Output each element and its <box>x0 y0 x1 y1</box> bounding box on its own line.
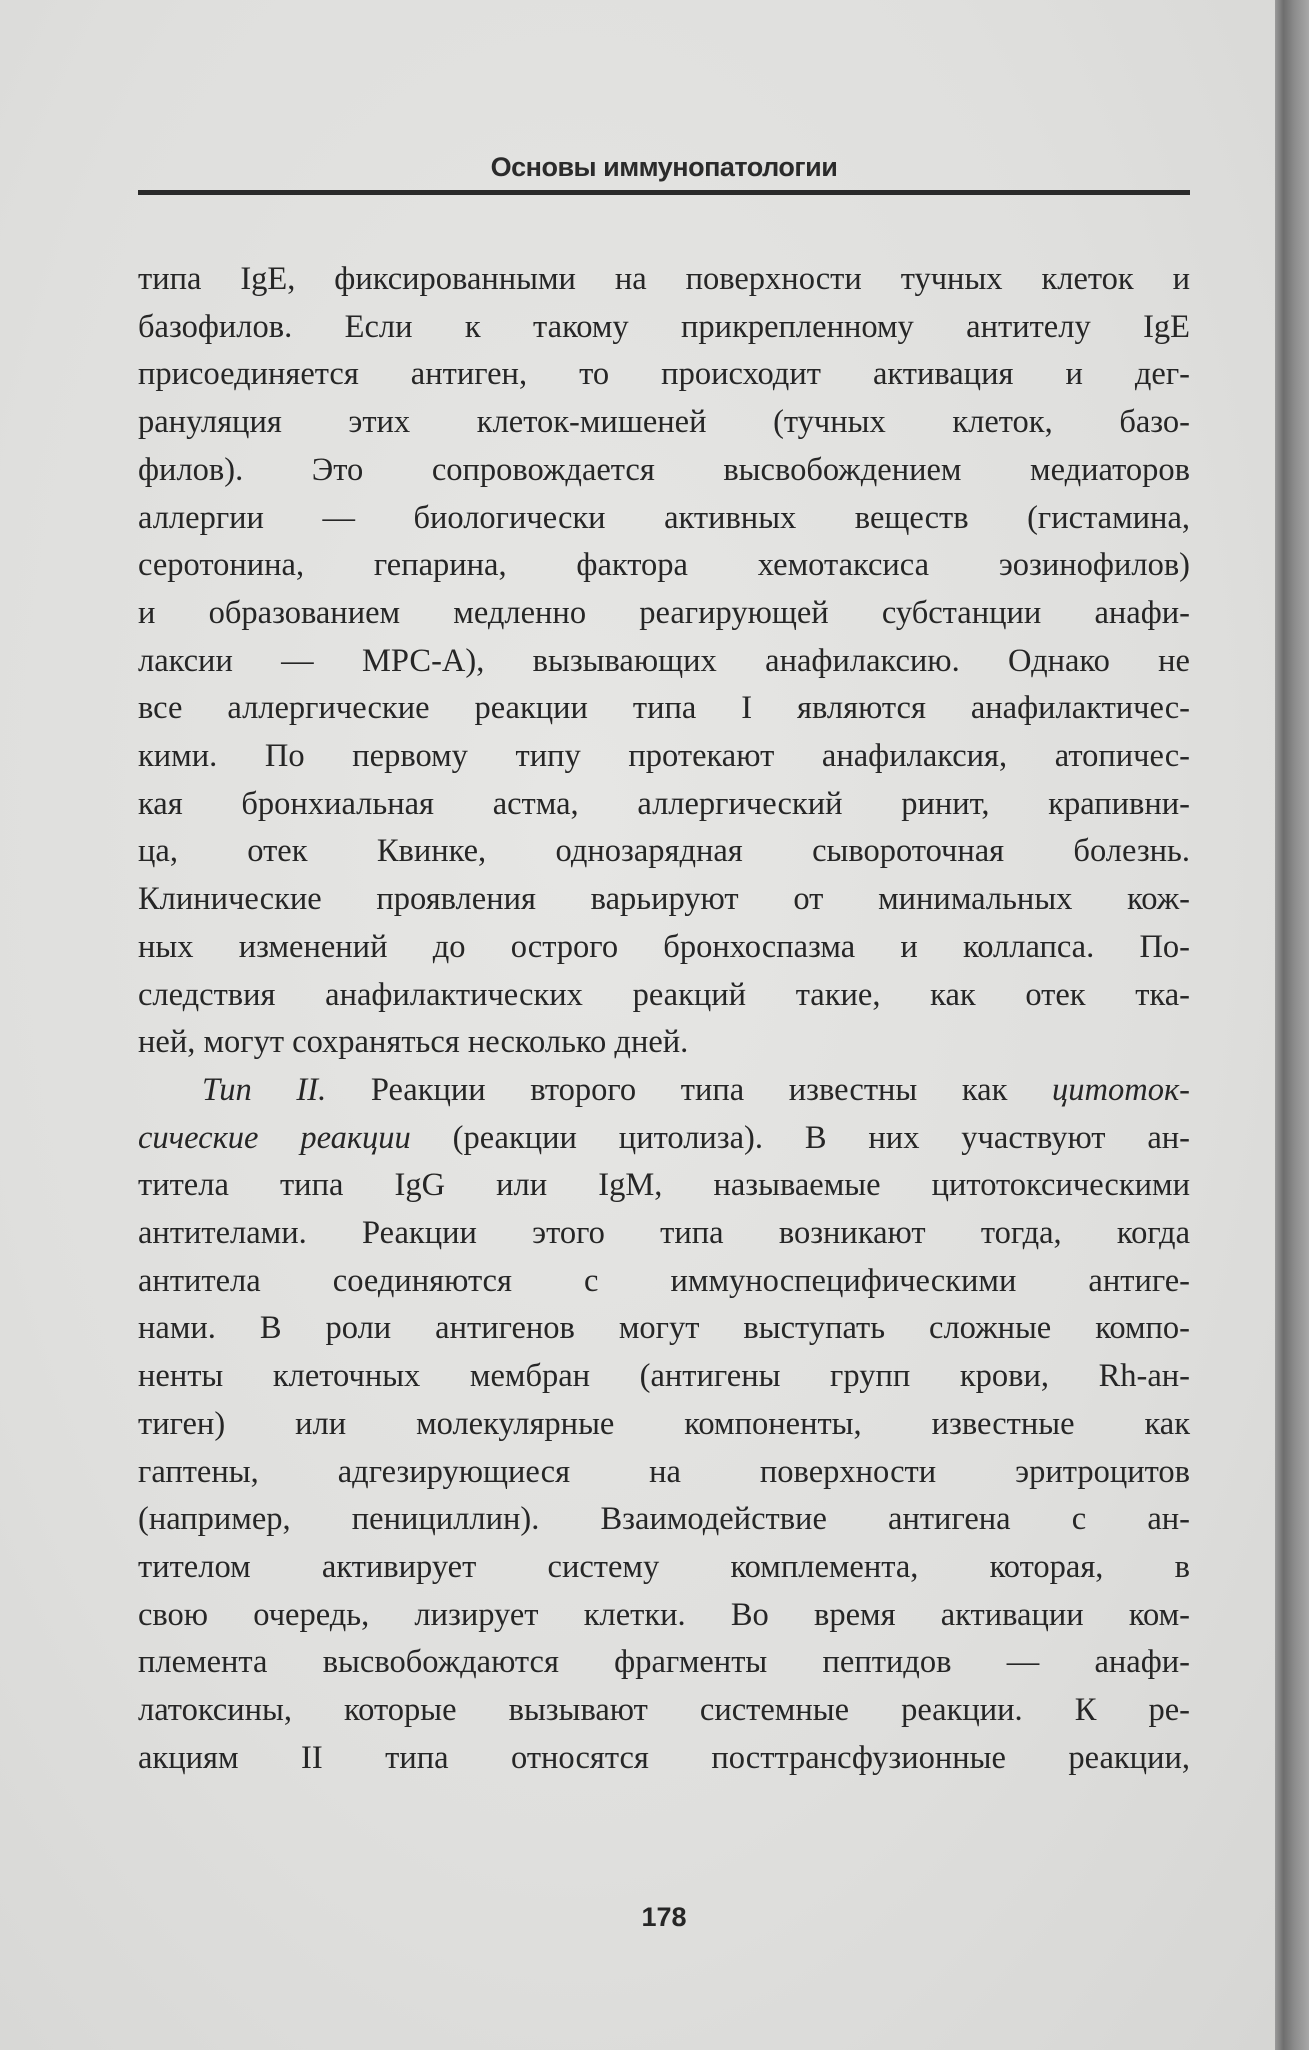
paragraph-2 <box>138 1067 1190 1783</box>
text-line: (например, пенициллин). Взаимодействие антигена с ан- <box>138 1501 1190 1538</box>
text-line: филов). Это сопровождается высвобождением медиаторов <box>138 451 1190 488</box>
header-rule <box>138 190 1190 195</box>
page-header <box>138 150 1190 184</box>
text-line: акциям II типа относятся посттрансфузионные реакции, <box>138 1739 1190 1776</box>
text-line: нами. В роли антигенов могут выступать сложные компо- <box>138 1310 1190 1347</box>
text-line: типа IgE, фиксированными на поверхности тучных клеток и <box>138 261 1190 297</box>
text-line: племента высвобождаются фрагменты пептидов — анафи- <box>138 1644 1190 1681</box>
term-fragment: сические реакции <box>138 1119 411 1156</box>
text-line: серотонина, гепарина, фактора хемотаксиса эозинофилов) <box>138 547 1190 584</box>
text-line: ца, отек Квинке, однозарядная сывороточная болезнь. <box>138 833 1190 870</box>
text-line: присоединяется антиген, то происходит активация и дег- <box>138 356 1190 393</box>
text-line: гаптены, адгезирующиеся на поверхности эритроцитов <box>138 1453 1190 1490</box>
text-line: все аллергические реакции типа I являются анафилактичес- <box>138 690 1190 727</box>
text-line: антитела соединяются с иммуноспецифическими антиге- <box>138 1262 1190 1299</box>
text-line: тиген) или молекулярные компоненты, известные как <box>138 1405 1190 1442</box>
page-edge-shadow <box>1275 0 1309 2050</box>
text-line: ней, могут сохраняться несколько дней. <box>138 1024 689 1061</box>
term-fragment: цитоток- <box>1052 1071 1190 1108</box>
text-line: кая бронхиальная астма, аллергический ринит, крапивни- <box>138 785 1190 822</box>
body-text <box>138 256 1190 1783</box>
text-line: латоксины, которые вызывают системные реакции. К ре- <box>138 1692 1190 1729</box>
text-fragment: Реакции второго типа известны как <box>326 1071 1053 1108</box>
text-fragment: (реакции цитолиза). В них участвуют ан- <box>410 1119 1190 1156</box>
text-line <box>138 1067 1190 1115</box>
text-line: базофилов. Если к такому прикрепленному антителу IgE <box>138 308 1190 345</box>
paragraph-1 <box>138 256 1190 1067</box>
running-title: Основы иммунопатологии <box>490 152 838 182</box>
text-line: ных изменений до острого бронхоспазма и коллапса. По- <box>138 928 1190 965</box>
type-label: Тип II. <box>202 1071 327 1108</box>
text-line: кими. По первому типу протекают анафилаксия, атопичес- <box>138 738 1190 775</box>
text-line: титела типа IgG или IgM, называемые цитотоксическими <box>138 1167 1190 1204</box>
page-number: 178 <box>641 1902 687 1932</box>
text-line: и образованием медленно реагирующей субстанции анафи- <box>138 594 1190 631</box>
text-line <box>138 1115 1190 1163</box>
text-line: аллергии — биологически активных веществ (гистамина, <box>138 499 1190 536</box>
text-line: антителами. Реакции этого типа возникают тогда, когда <box>138 1215 1190 1252</box>
text-line: тителом активирует систему комплемента, которая, в <box>138 1548 1190 1585</box>
text-line: следствия анафилактических реакций такие, как отек тка- <box>138 976 1190 1013</box>
text-line: ненты клеточных мембран (антигены групп крови, Rh-ан- <box>138 1358 1190 1395</box>
text-line: Клинические проявления варьируют от минимальных кож- <box>138 881 1190 918</box>
text-line: свою очередь, лизирует клетки. Во время активации ком- <box>138 1596 1190 1633</box>
text-line: рануляция этих клеток-мишеней (тучных клеток, базо- <box>138 404 1190 441</box>
text-line: лаксии — МРС-А), вызывающих анафилаксию. Однако не <box>138 642 1190 679</box>
